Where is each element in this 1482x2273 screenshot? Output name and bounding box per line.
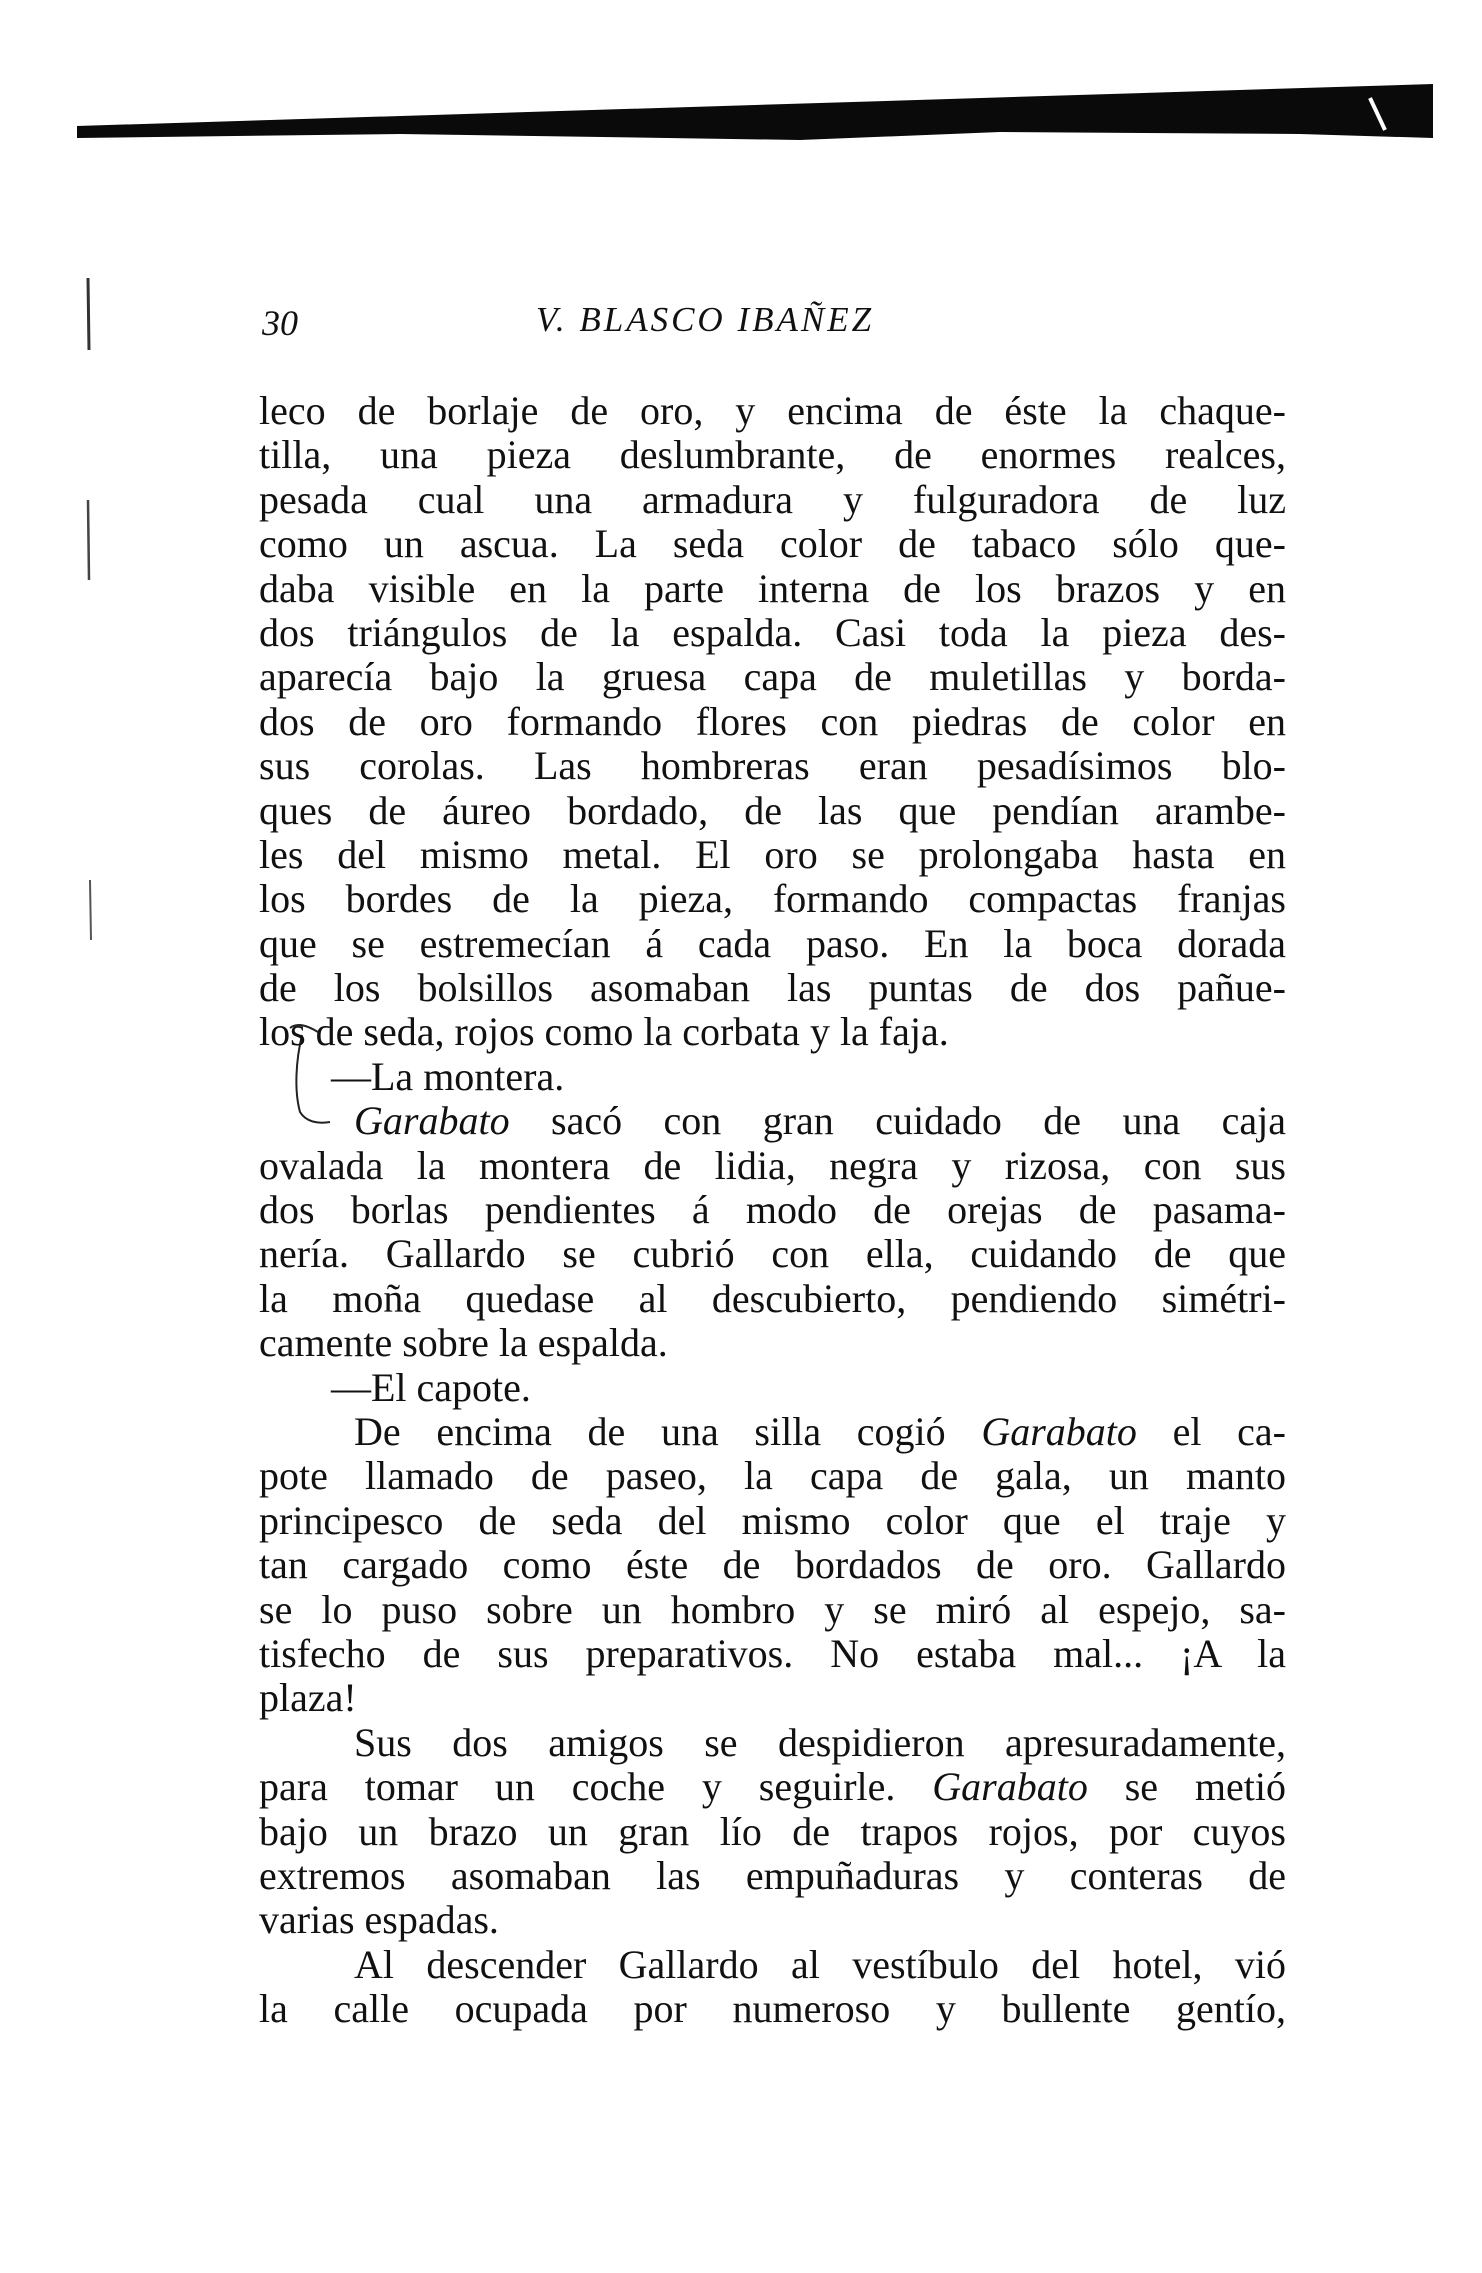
text-line: la moña quedase al descubierto, pendiendo simétri- <box>259 1275 1286 1321</box>
italic-name: Garabato <box>932 1764 1088 1810</box>
text-line: Sus dos amigos se despidieron apresuradamente, <box>354 1719 1286 1765</box>
text-line: tilla, una pieza deslumbrante, de enormes realces, <box>259 432 1286 478</box>
text-line: la calle ocupada por numeroso y bullente gentío, <box>259 1986 1286 2032</box>
text-line: plaza! <box>259 1675 357 1721</box>
running-title: V. BLASCO IBAÑEZ <box>536 300 875 339</box>
text-segment: para tomar un coche y seguirle. <box>259 1764 933 1810</box>
italic-name: Garabato <box>354 1098 510 1144</box>
text-line: sus corolas. Las hombreras eran pesadísimos blo- <box>259 743 1286 789</box>
text-line: Al descender Gallardo al vestíbulo del hotel, vió <box>354 1941 1286 1987</box>
body-text <box>259 389 1286 2031</box>
text-line: dos de oro formando flores con piedras de color en <box>259 698 1286 744</box>
text-line: de los bolsillos asomaban las puntas de dos pañue- <box>259 965 1286 1011</box>
text-line: les del mismo metal. El oro se prolongaba hasta en <box>259 831 1286 877</box>
text-line: ques de áureo bordado, de las que pendían arambe- <box>259 787 1286 833</box>
text-segment: De encima de una silla cogió <box>354 1408 982 1454</box>
page-number: 30 <box>262 303 298 343</box>
text-line: tisfecho de sus preparativos. No estaba mal... ¡A la <box>259 1630 1286 1676</box>
text-line: ovalada la montera de lidia, negra y rizosa, con sus <box>259 1142 1286 1188</box>
text-segment: el ca- <box>1136 1408 1286 1454</box>
text-line: camente sobre la espalda. <box>259 1320 668 1366</box>
text-line: extremos asomaban las empuñaduras y conteras de <box>259 1852 1286 1898</box>
text-line: leco de borlaje de oro, y encima de éste la chaque- <box>259 388 1286 433</box>
text-line: principesco de seda del mismo color que el traje y <box>259 1497 1286 1543</box>
text-line: los bordes de la pieza, formando compactas franjas <box>259 876 1286 922</box>
text-line: dos triángulos de la espalda. Casi toda la pieza des- <box>259 609 1286 655</box>
text-line: como un ascua. La seda color de tabaco sólo que- <box>259 521 1286 567</box>
text-line: los de seda, rojos como la corbata y la faja. <box>259 1009 949 1055</box>
text-line: tan cargado como éste de bordados de oro. Gallardo <box>259 1542 1286 1588</box>
text-line <box>259 1099 1286 1143</box>
text-line: —La montera. <box>331 1053 565 1099</box>
text-line <box>259 1410 1286 1454</box>
text-line: aparecía bajo la gruesa capa de muletillas y borda- <box>259 654 1286 700</box>
text-line: bajo un brazo un gran lío de trapos rojos, por cuyos <box>259 1808 1286 1854</box>
text-segment: sacó con gran cuidado de una caja <box>509 1098 1286 1144</box>
text-line: daba visible en la parte interna de los brazos y en <box>259 565 1286 611</box>
text-line: se lo puso sobre un hombro y se miró al espejo, sa- <box>259 1586 1286 1632</box>
italic-name: Garabato <box>981 1408 1137 1454</box>
text-line: —El capote. <box>331 1364 531 1410</box>
text-line: nería. Gallardo se cubrió con ella, cuidando de que <box>259 1231 1286 1277</box>
text-line: pesada cual una armadura y fulguradora de luz <box>259 476 1286 522</box>
text-line: varias espadas. <box>259 1897 499 1943</box>
text-line: que se estremecían á cada paso. En la boca dorada <box>259 920 1286 966</box>
text-line: dos borlas pendientes á modo de orejas de pasama- <box>259 1187 1286 1233</box>
text-segment: se metió <box>1087 1764 1286 1810</box>
scan-edge-shadow <box>0 0 1482 160</box>
text-line <box>259 1765 1286 1809</box>
text-line: pote llamado de paseo, la capa de gala, un manto <box>259 1453 1286 1499</box>
